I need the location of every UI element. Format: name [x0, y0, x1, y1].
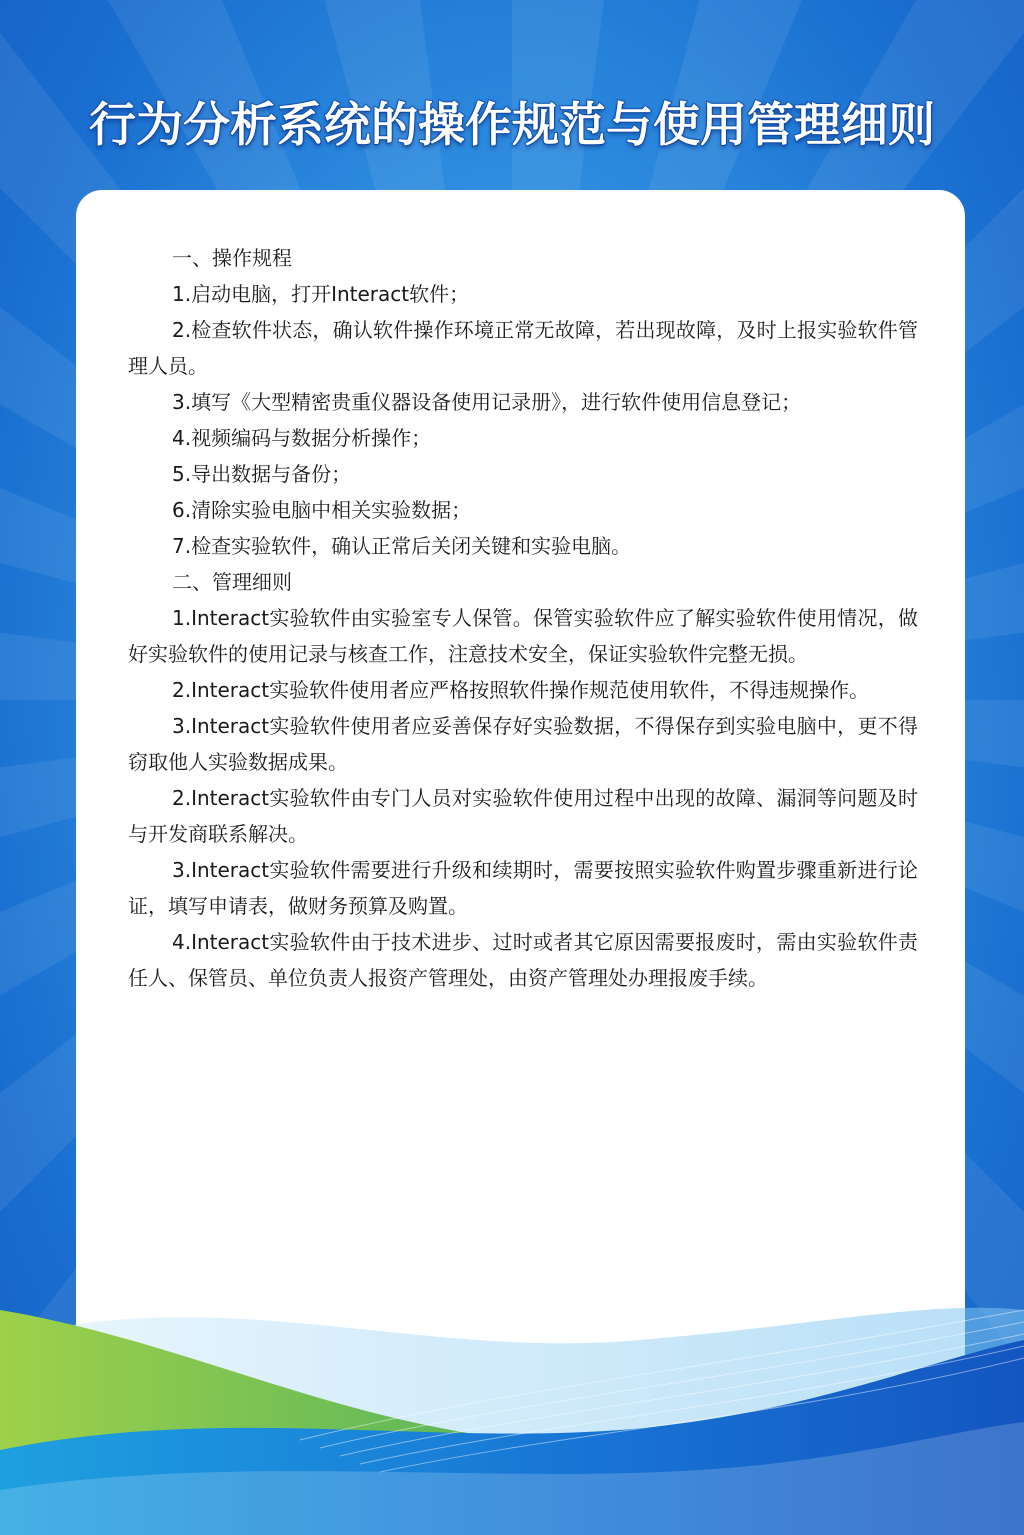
list-item: 3.填写《大型精密贵重仪器设备使用记录册》，进行软件使用信息登记；	[172, 390, 802, 414]
list-item: 3.Interact实验软件使用者应妥善保存好实验数据，不得保存到实验电脑中，更不得窃取他人实验数据成果。	[128, 714, 918, 774]
list-item: 7.检查实验软件，确认正常后关闭关键和实验电脑。	[172, 534, 632, 558]
list-item: 1.Interact实验软件由实验室专人保管。保管实验软件应了解实验软件使用情况，做好实验软件的使用记录与核查工作，注意技术安全，保证实验软件完整无损。	[128, 606, 918, 666]
list-item: 3.Interact实验软件需要进行升级和续期时，需要按照实验软件购置步骤重新进行论证，填写申请表，做财务预算及购置。	[128, 858, 918, 918]
list-item: 2.Interact实验软件由专门人员对实验软件使用过程中出现的故障、漏洞等问题及时与开发商联系解决。	[128, 786, 918, 846]
list-item: 1.启动电脑，打开Interact软件；	[172, 282, 470, 306]
list-item: 4.视频编码与数据分析操作；	[172, 426, 432, 450]
list-item: 2.检查软件状态，确认软件操作环境正常无故障，若出现故障，及时上报实验软件管理人员。	[128, 318, 918, 378]
list-item: 5.导出数据与备份；	[172, 462, 352, 486]
list-item: 2.Interact实验软件使用者应严格按照软件操作规范使用软件，不得违规操作。	[172, 678, 870, 702]
list-item: 4.Interact实验软件由于技术进步、过时或者其它原因需要报废时，需由实验软件责任人、保管员、单位负责人报资产管理处，由资产管理处办理报废手续。	[128, 930, 918, 990]
list-item: 6.清除实验电脑中相关实验数据；	[172, 498, 472, 522]
poster-title: 行为分析系统的操作规范与使用管理细则	[89, 98, 935, 153]
section-heading: 一、操作规程	[172, 246, 292, 270]
section-heading: 二、管理细则	[172, 570, 292, 594]
document-body	[128, 240, 918, 996]
